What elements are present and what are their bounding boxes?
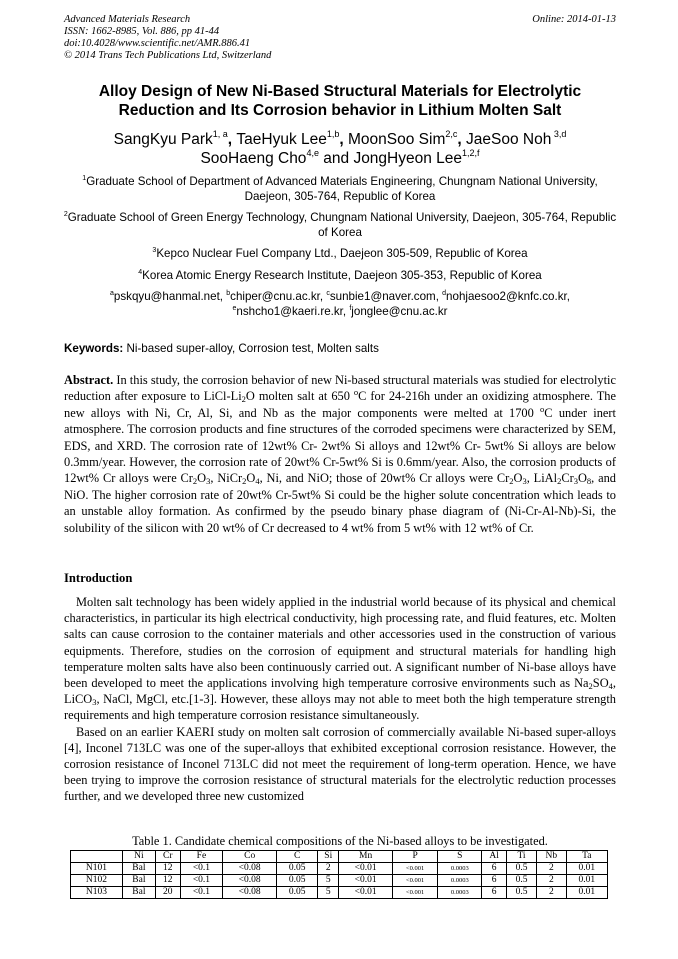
table-header-row: Ni Cr Fe Co C Si Mn P S Al Ti Nb Ta: [71, 851, 608, 863]
title-line-1: Alloy Design of New Ni-Based Structural Materials for Electrolytic: [98, 83, 582, 100]
keywords-text: Ni-based super-alloy, Corrosion test, Molten salts: [123, 342, 379, 355]
email-link[interactable]: nohjaesoo2@knfc.co.kr,: [446, 290, 570, 303]
table-row: N102 Bal 12 <0.1 <0.08 0.05 5 <0.01 <0.001 0.0003 6 0.5 2 0.01: [71, 875, 608, 887]
author-list: [60, 130, 620, 168]
copyright-line: © 2014 Trans Tech Publications Ltd, Switzerland: [64, 50, 272, 61]
introduction-body: [64, 594, 616, 805]
doi-line: doi:10.4028/www.scientific.net/AMR.886.41: [64, 38, 251, 49]
composition-table: [70, 850, 608, 899]
paragraph: Molten salt technology has been widely applied in the industrial world because of its physical and chemical characteristics, in particular its high electrical conductivity, high processing rate, and fluid features, etc. Molten salts can cause corrosion to the container materials and other accessories used in the construction of various equipments. Therefore, studies on the corrosion of equipment and structural materials for handling high temperature molten salts have also been continuously carried out. A significant number of Ni-base alloys have been developed to meet the applications involving high temperature corrosive environments such as $Na_2SO_4$, LiCO$_3$, NaCl, MgCl, etc.[1-3]. However, these alloys may not able to meet both the high temperature strength requirements and high temperature corrosion resistance simultaneously.: [64, 595, 616, 723]
keywords-label: Keywords:: [64, 342, 124, 355]
author: JaeSoo Noh $^{3,d}$: [466, 129, 567, 148]
table-row: N101 Bal 12 <0.1 <0.08 0.05 2 <0.01 <0.001 0.0003 6 0.5 2 0.01: [71, 863, 608, 875]
author: JongHyeon Lee$^{1,2,f}$: [353, 148, 480, 167]
affiliations: [60, 175, 620, 319]
email-list: $^a$pskqyu@hanmal.net, $^b$chiper@cnu.ac.kr, $^c$sunbie1@naver.com, $^d$nohjaesoo2@knfc.co.kr, $^e$nshcho1@kaeri.re.kr, $^f$jonglee@cnu.ac.kr: [110, 290, 570, 318]
section-heading-introduction: Introduction: [64, 571, 133, 585]
keywords: [64, 342, 616, 356]
affiliation: $^4$Korea Atomic Energy Research Institute, Daejeon 305-353, Republic of Korea: [138, 268, 542, 282]
affiliation: $^3$Kepco Nuclear Fuel Company Ltd., Daejeon 305-509, Republic of Korea: [152, 247, 528, 260]
paper-title: [60, 82, 620, 120]
paragraph: Based on an earlier KAERI study on molten salt corrosion of commercially available Ni-based super-alloys [4], Inconel 713LC was one of the super-alloys that exhibited exceptional corrosion resistance. However, the corrosion resistance of Inconel 713LC did not meet the requirement of long-term operation. Hence, we have been trying to improve the corrosion resistance of structural materials for the electrolytic reduction processes further, and we developed three new customized: [64, 724, 616, 804]
abstract-label: Abstract.: [64, 373, 114, 387]
email-link[interactable]: jonglee@cnu.ac.kr: [351, 304, 448, 318]
affiliation: $^2$Graduate School of Green Energy Technology, Chungnam National University, Daejeon, 305-764, Republic of Korea: [63, 211, 617, 239]
email-link[interactable]: chiper@cnu.ac.kr,: [230, 290, 327, 303]
table-row: N103 Bal 20 <0.1 <0.08 0.05 5 <0.01 <0.001 0.0003 6 0.5 2 0.01: [71, 887, 608, 899]
title-line-2: Reduction and Its Corrosion behavior in Lithium Molten Salt: [118, 102, 562, 119]
publication-header: [64, 14, 616, 62]
issn-line: ISSN: 1662-8985, Vol. 886, pp 41-44: [64, 26, 220, 37]
author: TaeHyuk Lee$^{1,b}$,: [236, 129, 349, 148]
journal-name: Advanced Materials Research: [64, 14, 191, 25]
email-link[interactable]: nshcho1@kaeri.re.kr,: [236, 304, 350, 318]
table-caption: Table 1. Candidate chemical compositions of the Ni-based alloys to be investigated.: [132, 834, 548, 848]
abstract: Abstract. In this study, the corrosion behavior of new Ni-based structural materials was studied for electrolytic reduction after exposure to LiCl-$Li_2O$ molten salt at 650 $^o$C for 24-216h under an oxidizing atmosphere. The new alloys with Ni, Cr, Al, Si, and Nb as the major components were melted at 1700 $^o$C under inert atmosphere. The corrosion products and fine structures of the corroded specimens were characterized by SEM, EDS, and XRD. The corrosion rate of 12wt% Cr- 2wt% Si alloys and 12wt% Cr- 5wt% Si alloys are below 0.3mm/year. However, the corrosion rate of 20wt% Cr-5wt% Si is 0.6mm/year. Also, the corrosion products of 12wt% Cr alloys were $Cr_2O_3$, $NiCr_2O_4$, Ni, and NiO; those of 20wt% Cr alloys were $Cr_2O_3$, $LiAl_2Cr_3O_8$, and NiO. The higher corrosion rate of 20wt% Cr-5wt% Si could be the higher solute concentration which leads to an unstable alloy formation. As confirmed by the pseudo binary phase diagram of (Ni-Cr-Al-Nb)-Si, the solubility of the silicon with 20 wt% of Cr decreased to 4 wt% from 5 wt% with 12 wt% of Cr.: [64, 373, 616, 535]
author: SangKyu Park$^{1, a}$,: [113, 129, 237, 148]
email-link[interactable]: pskqyu@hanmal.net,: [113, 290, 227, 303]
online-date: Online: 2014-01-13: [532, 14, 616, 25]
author: SooHaeng Cho$^{4,e}$ and: [200, 148, 354, 167]
email-link[interactable]: sunbie1@naver.com,: [329, 290, 443, 303]
author: MoonSoo Sim$^{2,c}$,: [348, 129, 467, 148]
affiliation: $^1$Graduate School of Department of Advanced Materials Engineering, Chungnam National University, Daejeon, 305-764, Republic of Korea: [82, 175, 598, 203]
